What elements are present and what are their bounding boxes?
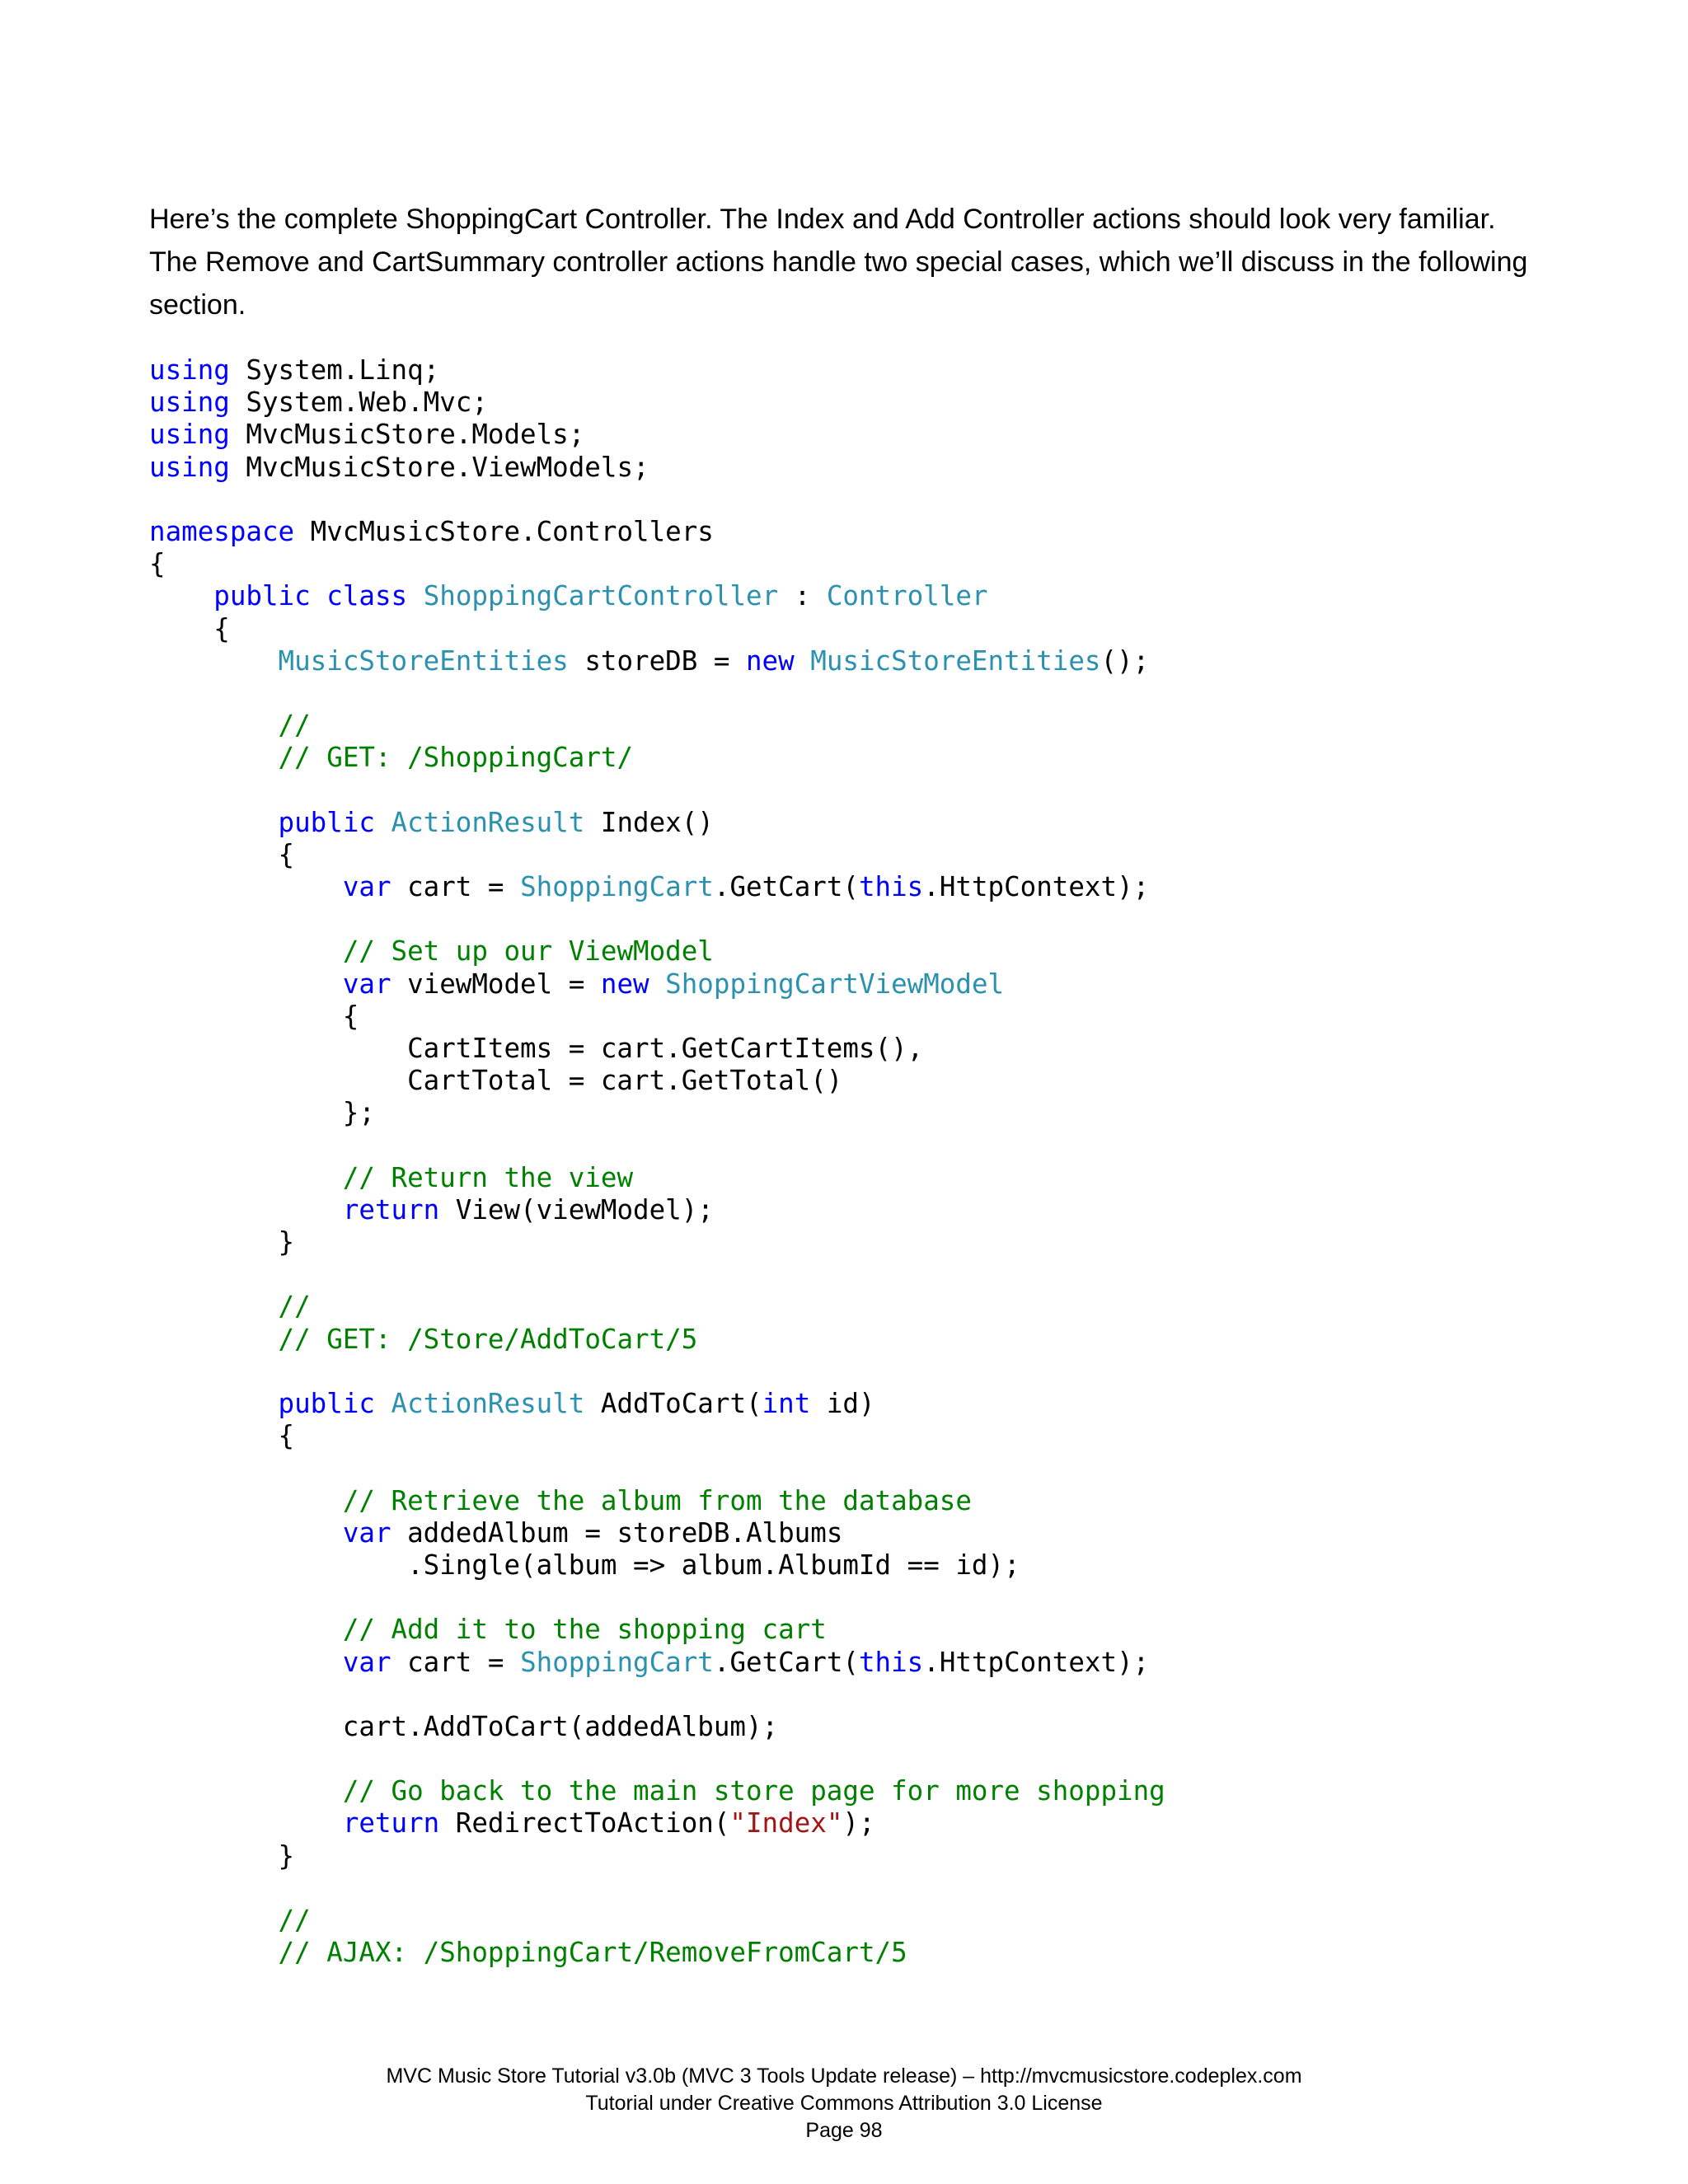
code-text — [149, 1194, 343, 1226]
code-text — [149, 1775, 343, 1807]
code-comment: // GET: /ShoppingCart/ — [278, 742, 634, 774]
code-line — [149, 580, 1542, 612]
code-text: { — [149, 1420, 295, 1452]
code-text: cart = — [391, 1646, 521, 1678]
code-comment: // AJAX: /ShoppingCart/RemoveFromCart/5 — [278, 1937, 907, 1969]
code-text — [149, 710, 279, 741]
code-line — [149, 1840, 1542, 1872]
code-line — [149, 1194, 1542, 1226]
code-line — [149, 1388, 1542, 1420]
code-text — [149, 1291, 279, 1322]
code-type-name: MusicStoreEntities — [810, 644, 1101, 677]
code-text: : — [778, 580, 827, 612]
code-text — [311, 580, 327, 612]
code-text: cart.AddToCart(addedAlbum); — [149, 1710, 779, 1742]
code-text: ); — [842, 1807, 875, 1840]
code-text: (); — [1100, 644, 1150, 677]
code-text — [375, 1388, 392, 1419]
code-text — [149, 1905, 279, 1936]
code-text: Index() — [584, 806, 714, 838]
code-line — [149, 419, 1542, 451]
code-keyword: using — [149, 451, 230, 483]
code-text — [149, 1807, 343, 1839]
code-line — [149, 1097, 1542, 1129]
code-keyword: public — [278, 1388, 375, 1419]
code-text — [149, 807, 279, 838]
code-text: MvcMusicStore.Controllers — [294, 515, 714, 547]
code-line — [149, 1420, 1542, 1452]
code-line — [149, 1711, 1542, 1743]
code-line — [149, 871, 1542, 903]
code-type-name: ShoppingCart — [520, 871, 714, 902]
code-line — [149, 935, 1542, 968]
code-text — [149, 1162, 343, 1193]
footer-tutorial-info: MVC Music Store Tutorial v3.0b (MVC 3 Tools Update release) – http://mvcmusicstore.codeplex.com — [386, 2064, 1302, 2088]
code-text: .GetCart( — [713, 1646, 859, 1678]
code-keyword: new — [745, 644, 795, 677]
code-line — [149, 1033, 1542, 1065]
code-line — [149, 1226, 1542, 1258]
code-line — [149, 1130, 1542, 1162]
code-line — [149, 484, 1542, 516]
code-keyword: using — [149, 354, 230, 386]
code-text — [795, 645, 811, 677]
code-line — [149, 613, 1542, 645]
code-keyword: this — [858, 871, 924, 902]
code-type-name: ShoppingCartController — [423, 580, 779, 612]
code-keyword: var — [342, 1516, 392, 1549]
code-keyword: public — [213, 580, 311, 612]
code-line — [149, 742, 1542, 774]
code-text: id) — [810, 1388, 875, 1419]
code-comment: // Set up our ViewModel — [342, 935, 714, 968]
code-text: .Single(album => album.AlbumId == id); — [149, 1549, 1020, 1581]
code-line — [149, 1452, 1542, 1484]
code-text: }; — [149, 1097, 375, 1129]
code-text — [149, 1614, 343, 1645]
code-line — [149, 1905, 1542, 1937]
code-keyword: var — [342, 968, 392, 1000]
code-text: { — [149, 612, 230, 644]
code-text: cart = — [391, 871, 521, 902]
code-type-name: ShoppingCart — [520, 1646, 714, 1678]
code-line — [149, 1582, 1542, 1614]
code-text: .HttpContext); — [923, 1646, 1150, 1678]
code-line — [149, 774, 1542, 806]
intro-text-block — [149, 198, 1534, 326]
code-keyword: var — [342, 1646, 392, 1678]
code-text: storeDB = — [568, 644, 746, 677]
code-text: MvcMusicStore.Models; — [229, 419, 585, 451]
code-text — [375, 807, 392, 838]
code-type-name: Controller — [826, 580, 988, 612]
code-keyword: return — [342, 1807, 440, 1840]
code-text: MvcMusicStore.ViewModels; — [229, 451, 649, 483]
code-text: CartTotal = cart.GetTotal() — [149, 1065, 843, 1097]
code-comment: // Return the view — [342, 1161, 634, 1193]
code-text — [407, 580, 424, 612]
code-text: viewModel = — [391, 968, 601, 1000]
code-text — [149, 871, 343, 902]
code-text: AddToCart( — [584, 1388, 762, 1419]
code-comment: // — [278, 1905, 311, 1936]
code-keyword: this — [858, 1646, 924, 1678]
code-text — [149, 935, 343, 967]
code-line — [149, 677, 1542, 710]
code-line — [149, 1807, 1542, 1840]
code-line — [149, 1485, 1542, 1517]
code-line — [149, 807, 1542, 839]
code-text — [149, 968, 343, 1000]
code-line — [149, 1258, 1542, 1291]
code-keyword: return — [342, 1193, 440, 1226]
code-type-name: ActionResult — [391, 806, 585, 838]
code-type-name: MusicStoreEntities — [278, 644, 569, 677]
code-keyword: var — [342, 871, 392, 902]
code-comment: // — [278, 710, 311, 742]
code-text — [149, 580, 213, 612]
code-text — [149, 1485, 343, 1516]
code-line — [149, 1517, 1542, 1549]
code-line — [149, 1356, 1542, 1388]
code-line — [149, 1775, 1542, 1807]
code-text: System.Web.Mvc; — [229, 387, 488, 419]
code-text — [649, 968, 666, 1000]
intro-paragraph: Here’s the complete ShoppingCart Controller. The Index and Add Controller actions should look very familiar. The Remove and CartSummary controller actions handle two special cases, which we’ll discuss in the following section. — [149, 204, 1528, 321]
code-keyword: using — [149, 419, 230, 451]
code-text: addedAlbum = storeDB.Albums — [391, 1516, 843, 1549]
code-keyword: public — [278, 806, 375, 838]
code-text: { — [149, 548, 166, 580]
code-line — [149, 1549, 1542, 1582]
code-comment: // — [278, 1291, 311, 1323]
code-line — [149, 1291, 1542, 1323]
code-text — [149, 1388, 279, 1419]
code-line — [149, 1937, 1542, 1969]
code-text — [149, 1647, 343, 1678]
code-line — [149, 1614, 1542, 1646]
code-text — [149, 645, 279, 677]
code-comment: // Retrieve the album from the database — [342, 1484, 972, 1516]
code-line — [149, 968, 1542, 1001]
code-text: } — [149, 1226, 295, 1258]
code-line — [149, 645, 1542, 677]
code-comment: // GET: /Store/AddToCart/5 — [278, 1323, 698, 1355]
code-line — [149, 710, 1542, 742]
code-text — [149, 1937, 279, 1968]
code-line — [149, 452, 1542, 484]
code-text: RedirectToAction( — [439, 1807, 730, 1840]
code-line — [149, 548, 1542, 580]
code-line — [149, 387, 1542, 419]
code-string: "Index" — [729, 1807, 843, 1840]
code-text — [149, 742, 279, 773]
code-line — [149, 1679, 1542, 1711]
code-text — [149, 1517, 343, 1549]
code-line — [149, 1324, 1542, 1356]
code-keyword: new — [600, 968, 649, 1000]
code-line — [149, 839, 1542, 871]
code-text: } — [149, 1840, 295, 1872]
code-text: { — [149, 838, 295, 870]
code-keyword: int — [762, 1388, 811, 1419]
code-line — [149, 1065, 1542, 1097]
footer-license: Tutorial under Creative Commons Attribution 3.0 License — [585, 2092, 1103, 2115]
code-keyword: using — [149, 387, 230, 419]
code-keyword: namespace — [149, 515, 295, 547]
code-listing — [149, 354, 1542, 1969]
code-line — [149, 354, 1542, 387]
code-line — [149, 1162, 1542, 1194]
code-text: { — [149, 1000, 359, 1032]
code-line — [149, 1647, 1542, 1679]
code-type-name: ActionResult — [391, 1388, 585, 1419]
page-number: Page 98 — [805, 2119, 883, 2142]
code-line — [149, 516, 1542, 548]
code-text: .GetCart( — [713, 871, 859, 902]
code-line — [149, 1872, 1542, 1905]
code-text: System.Linq; — [229, 354, 440, 386]
code-text: .HttpContext); — [923, 871, 1150, 902]
code-line — [149, 903, 1542, 935]
code-type-name: ShoppingCartViewModel — [665, 968, 1005, 1000]
code-text: CartItems = cart.GetCartItems(), — [149, 1032, 924, 1064]
code-keyword: class — [326, 580, 408, 612]
code-text — [149, 1324, 279, 1355]
code-comment: // Add it to the shopping cart — [342, 1614, 827, 1646]
code-comment: // Go back to the main store page for more shopping — [342, 1775, 1165, 1807]
code-line — [149, 1001, 1542, 1033]
code-text: View(viewModel); — [439, 1193, 714, 1226]
page-footer — [0, 2063, 1688, 2144]
code-line — [149, 1743, 1542, 1775]
